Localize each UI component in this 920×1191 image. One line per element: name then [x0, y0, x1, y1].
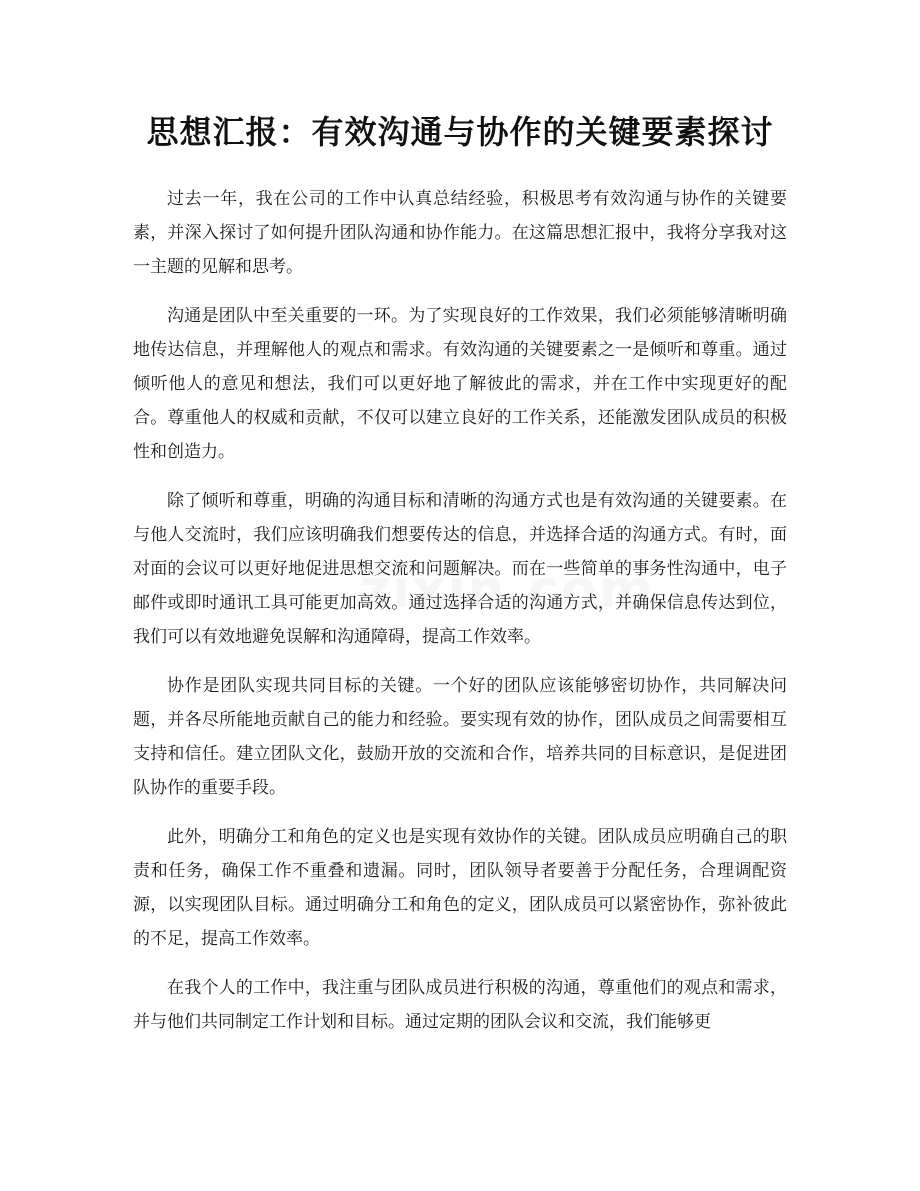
paragraph-5: 此外，明确分工和角色的定义也是实现有效协作的关键。团队成员应明确自己的职责和任务，确保工作不重叠和遗漏。同时，团队领导者要善于分配任务，合理调配资源，以实现团队目标。通过明确分工和角色的定义，团队成员可以紧密协作，弥补彼此的不足，提高工作效率。 — [133, 827, 787, 949]
paragraph-2: 沟通是团队中至关重要的一环。为了实现良好的工作效果，我们必须能够清晰明确地传达信息，并理解他人的观点和需求。有效沟通的关键要素之一是倾听和尊重。通过倾听他人的意见和想法，我们可以更好地了解彼此的需求，并在工作中实现更好的配合。尊重他人的权威和贡献，不仅可以建立良好的工作关系，还能激发团队成员的积极性和创造力。 — [133, 306, 787, 462]
paragraph-1: 过去一年，我在公司的工作中认真总结经验，积极思考有效沟通与协作的关键要素，并深入探讨了如何提升团队沟通和协作能力。在这篇思想汇报中，我将分享我对这一主题的见解和思考。 — [133, 189, 787, 277]
document-title: 思想汇报：有效沟通与协作的关键要素探讨 — [146, 113, 774, 151]
paragraph-3: 除了倾听和尊重，明确的沟通目标和清晰的沟通方式也是有效沟通的关键要素。在与他人交流时，我们应该明确我们想要传达的信息，并选择合适的沟通方式。有时，面对面的会议可以更好地促进思想交流和问题解决。而在一些简单的事务性沟通中，电子邮件或即时通讯工具可能更加高效。通过选择合适的沟通方式，并确保信息传达到位，我们可以有效地避免误解和沟通障碍，提高工作效率。 — [133, 491, 787, 647]
paragraph-4: 协作是团队实现共同目标的关键。一个好的团队应该能够密切协作，共同解决问题，并各尽所能地贡献自己的能力和经验。要实现有效的协作，团队成员之间需要相互支持和信任。建立团队文化，鼓励开放的交流和合作，培养共同的目标意识，是促进团队协作的重要手段。 — [133, 676, 787, 798]
paragraph-6: 在我个人的工作中，我注重与团队成员进行积极的沟通，尊重他们的观点和需求，并与他们共同制定工作计划和目标。通过定期的团队会议和交流，我们能够更 — [133, 978, 787, 1032]
document-body — [133, 182, 787, 1054]
